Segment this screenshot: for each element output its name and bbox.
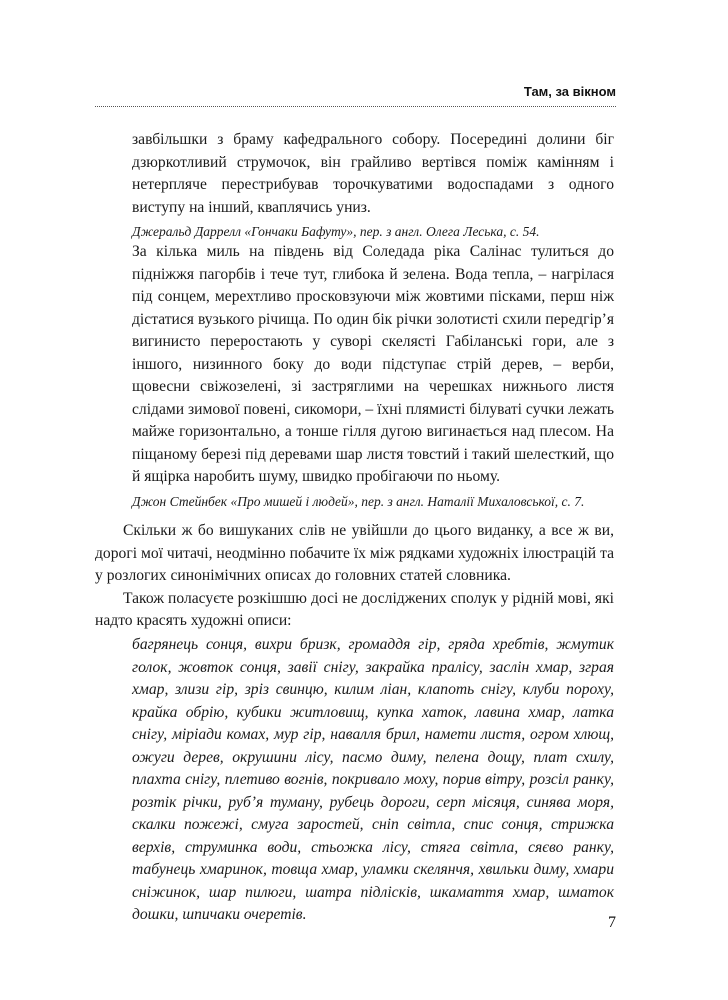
quote-text: За кілька миль на південь від Соледада ріка Салінас тулиться до підніжжя пагорбів і тече тут, глибока й зелена. Вода тепла, – нагрілася під сонцем, мерехтливо просковзуючи між жовтими пісками, перш ніж дістатися вузького річища. По один бік річки золотисті схили передгір’я вигинисто переростають у суворі скелясті Габіланські гори, але з іншого, низинного боку до води підступає стрій дерев, – верби, щовесни свіжозелені, зі застряглими на черешках нижнього листя слідами зимової повені, сикомори, – їхні плямисті білуваті сучки лежать майже горизонтально, а тонше гілля дугою вигинається над плесом. На піщаному березі під деревами шар листя товстий і такий шелесткий, що й ящірка наробить шуму, швидко пробігаючи по ньому. bbox=[132, 243, 614, 485]
quote-attribution: Джон Стейнбек «Про мишей і людей», пер. з англ. Наталії Михаловської, с. 7. bbox=[132, 493, 585, 509]
body-text bbox=[95, 520, 614, 633]
quote-text: завбільшки з браму кафедрального собору. Посередині долини біг дзюркотливий струмочок, він грайливо вертівся поміж камінням і нетерпляче перестрибував торочкуватими водоспадами з одного виступу на інший, кваплячись униз. bbox=[132, 131, 614, 216]
body-paragraph: Також поласуєте розкішшю досі не досліджених сполук у рідній мові, які надто красять художні описи: bbox=[95, 589, 614, 629]
quote-block-darrell bbox=[132, 129, 614, 242]
page-number: 7 bbox=[608, 914, 616, 931]
header-dotted-rule bbox=[95, 106, 616, 107]
quote-block-steinbeck bbox=[132, 241, 614, 512]
running-header-title: Там, за вікном bbox=[523, 84, 616, 99]
body-paragraph: Скільки ж бо вишуканих слів не увійшли до цього виданку, а все ж ви, дорогі мої читачі, неодмінно побачите їх між рядками художніх ілюстрацій та у розлогих синонімічних описах до головних статей словника. bbox=[95, 522, 614, 584]
quote-attribution: Джеральд Даррелл «Гончаки Бафуту», пер. з англ. Олега Леська, с. 54. bbox=[132, 224, 540, 239]
collocation-list: багрянець сонця, вихри бризк, громаддя гір, гряда хребтів, жмутик голок, жовток сонця, завії снігу, закрайка пралісу, заслін хмар, зграя хмар, злизи гір, зріз свинцю, килим ліан, клапоть снігу, клуби пороху, крайка обрію, кубики житловищ, купка хаток, лавина хмар, латка снігу, міріади комах, мур гір, навалля брил, намети листя, огром хлющ, ожуги дерев, окрушини лісу, пасмо диму, пелена дощу, плат схилу, плахта снігу, плетиво вогнів, покривало моху, порив вітру, розсіл ранку, розтік річки, руб’я туману, рубець дороги, серп місяця, синява моря, скалки пожежі, смуга заростей, сніп світла, спис сонця, стрижка верхів, струминка води, стьожка лісу, стяга світла, сяєво ранку, табунець хмаринок, товща хмар, уламки скелянчя, хвильки диму, хмари сніжинок, шар пилюги, шатра підлісків, шкамаття хмар, шматок дошки, шпичаки очеретів. bbox=[132, 636, 614, 923]
